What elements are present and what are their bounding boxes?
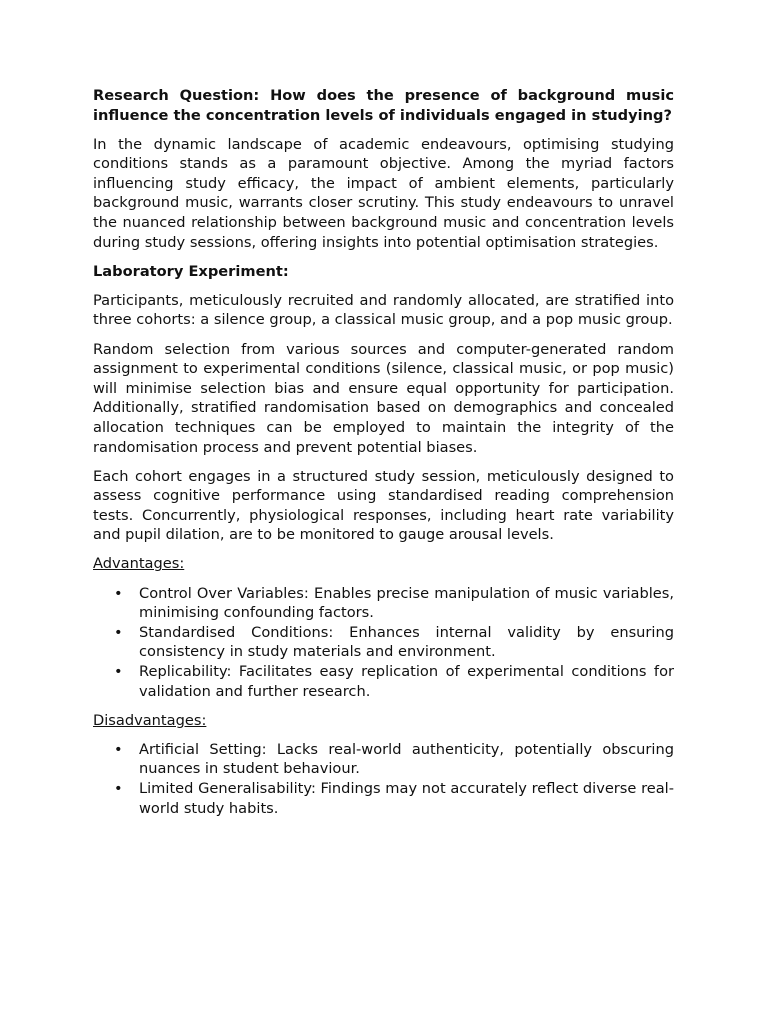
disadvantages-list — [93, 740, 674, 818]
document-page — [93, 86, 674, 828]
participants-paragraph: Participants, meticulously recruited and randomly allocated, are stratified into three cohorts: a silence group, a classical music group, and a pop music group. — [93, 291, 674, 329]
disadvantages-heading: Disadvantages: — [93, 711, 207, 729]
bullet-icon: • — [114, 779, 123, 797]
list-item-text: Limited Generalisability: Findings may not accurately reflect diverse real-world study habits. — [139, 779, 674, 817]
list-item-text: Control Over Variables: Enables precise manipulation of music variables, minimising confounding factors. — [139, 584, 674, 622]
cohort-paragraph: Each cohort engages in a structured study session, meticulously designed to assess cognitive performance using standardised reading comprehension tests. Concurrently, physiological responses, including heart rate variability and pupil dilation, are to be monitored to gauge arousal levels. — [93, 467, 674, 544]
list-item-text: Replicability: Facilitates easy replication of experimental conditions for validation and further research. — [139, 662, 674, 700]
bullet-icon: • — [114, 623, 123, 641]
advantages-heading: Advantages: — [93, 555, 185, 573]
bullet-icon: • — [114, 740, 123, 758]
research-question-heading: Research Question: How does the presence of background music influence the concentration levels of individuals engaged in studying? — [93, 87, 674, 124]
bullet-icon: • — [114, 584, 123, 602]
list-item — [93, 740, 674, 779]
list-item — [93, 623, 674, 662]
advantages-list — [93, 584, 674, 702]
list-item-text: Standardised Conditions: Enhances internal validity by ensuring consistency in study materials and environment. — [139, 623, 674, 661]
intro-paragraph: In the dynamic landscape of academic endeavours, optimising studying conditions stands as a paramount objective. Among the myriad factors influencing study efficacy, the impact of ambient elements, particularly background music, warrants closer scrutiny. This study endeavours to unravel the nuanced relationship between background music and concentration levels during study sessions, offering insights into potential optimisation strategies. — [93, 135, 674, 251]
list-item — [93, 662, 674, 701]
list-item — [93, 584, 674, 623]
list-item-text: Artificial Setting: Lacks real-world authenticity, potentially obscuring nuances in student behaviour. — [139, 740, 674, 778]
bullet-icon: • — [114, 662, 123, 680]
list-item — [93, 779, 674, 818]
random-selection-paragraph: Random selection from various sources and computer-generated random assignment to experimental conditions (silence, classical music, or pop music) will minimise selection bias and ensure equal opportunity for participation. Additionally, stratified randomisation based on demographics and concealed allocation techniques can be employed to maintain the integrity of the randomisation process and prevent potential biases. — [93, 340, 674, 456]
laboratory-experiment-heading: Laboratory Experiment: — [93, 262, 289, 280]
